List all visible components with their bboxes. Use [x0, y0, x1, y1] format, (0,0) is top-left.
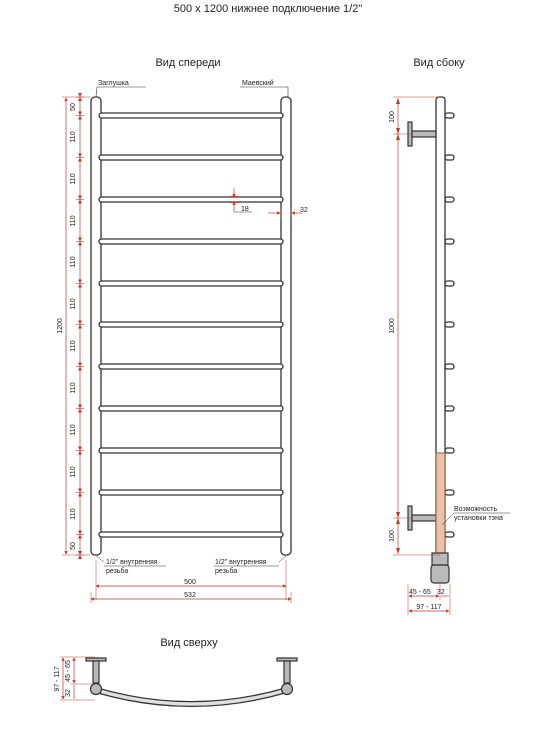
rung [99, 322, 283, 327]
top-left-pipe [91, 684, 102, 695]
dim-32-label: 32 [300, 207, 308, 214]
spacing-label: 110 [70, 340, 77, 352]
rung-stub [445, 113, 454, 118]
top-right-bracket-stem [284, 661, 290, 683]
side-view [389, 57, 510, 615]
spacing-label: 110 [70, 256, 77, 268]
right-cap-label: Маевский [242, 80, 274, 87]
spacing-label: 110 [70, 466, 77, 478]
width-500-label: 500 [184, 579, 196, 586]
depth-32-label: 32 [437, 589, 445, 596]
top-left-total-label: 97 - 117 [54, 666, 61, 692]
bottom-wall-bracket [408, 506, 436, 530]
rung-stub [445, 197, 454, 202]
rung-stub [445, 448, 454, 453]
rung-stub [445, 155, 454, 160]
front-view-heading: Вид спереди [155, 57, 221, 69]
heater-element [436, 453, 445, 553]
heater-note-line2: установки тэна [454, 515, 503, 522]
top-view-heading: Вид сверху [160, 637, 218, 649]
width-532-label: 532 [184, 592, 196, 599]
rung [99, 448, 283, 453]
side-bottom-100-label: 100 [389, 530, 396, 542]
left-cap-label: Заглушка [98, 80, 129, 87]
thread-left-line2: резьба [106, 568, 129, 575]
height-1200-label: 1200 [57, 318, 64, 334]
top-view [54, 637, 297, 704]
spacing-labels [70, 103, 77, 550]
top-left-bracket-stem [93, 661, 99, 683]
side-rung-stubs [445, 113, 454, 537]
side-1000-label: 1000 [389, 318, 396, 334]
rung-stub [445, 490, 454, 495]
rung [99, 406, 283, 411]
rung-stub [445, 281, 454, 286]
side-view-heading: Вид сбоку [413, 57, 465, 69]
spacing-label: 110 [70, 131, 77, 143]
spacing-label: 110 [70, 424, 77, 436]
spacing-label: 110 [70, 382, 77, 394]
rung [99, 364, 283, 369]
rung [99, 197, 283, 202]
rung-stub [445, 364, 454, 369]
rung [99, 239, 283, 244]
top-wall-bracket [408, 122, 436, 146]
top-left-45-65-label: 45 - 65 [65, 660, 72, 682]
rung-stub [445, 322, 454, 327]
thread-left-line1: 1/2" внутренняя [106, 559, 158, 566]
rung [99, 113, 283, 118]
rung-stub [445, 532, 454, 537]
dim-18-label: 18 [241, 206, 249, 213]
rung [99, 532, 283, 537]
front-view [57, 57, 308, 603]
heater-note-line1: Возможность [454, 506, 498, 513]
rungs [99, 113, 283, 537]
rung [99, 490, 283, 495]
spacing-label: 110 [70, 508, 77, 520]
rung-stub [445, 239, 454, 244]
rung-stub [445, 406, 454, 411]
top-right-pipe [282, 684, 293, 695]
spacing-label: 110 [70, 298, 77, 310]
heater-connector [431, 565, 449, 583]
side-top-100-label: 100 [389, 111, 396, 123]
spacing-label: 50 [70, 103, 77, 111]
rung [99, 281, 283, 286]
spacing-label: 110 [70, 215, 77, 227]
top-left-32-label: 32 [65, 689, 72, 697]
thread-right-line2: резьба [215, 568, 238, 575]
drawing-title: 500 x 1200 нижнее подключение 1/2" [173, 3, 363, 15]
depth-45-65-label: 45 - 65 [409, 589, 431, 596]
rung [99, 155, 283, 160]
spacing-label: 110 [70, 173, 77, 185]
depth-total-label: 97 - 117 [416, 604, 442, 611]
spacing-label: 50 [70, 542, 77, 550]
thread-right-line1: 1/2" внутренняя [215, 559, 267, 566]
